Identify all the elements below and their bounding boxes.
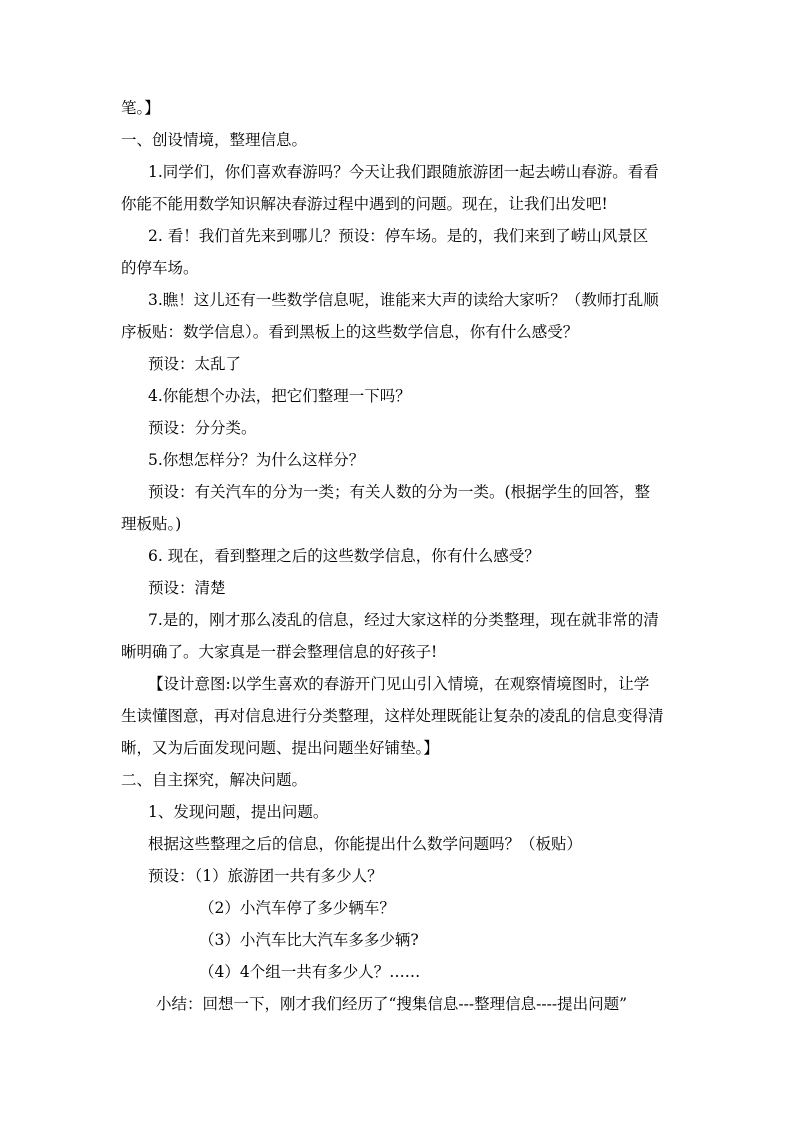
text-line: 5.你想怎样分？为什么这样分？ bbox=[148, 451, 365, 469]
text-line: 根据这些整理之后的信息，你能提出什么数学问题吗？（板贴） bbox=[148, 835, 583, 853]
text-line: 预设：清楚 bbox=[148, 579, 226, 597]
text-line: 预设：太乱了 bbox=[148, 355, 242, 373]
design-note: 晰，又为后面发现问题、提出问题坐好铺垫。】 bbox=[121, 739, 439, 757]
text-line: 2. 看！我们首先来到哪儿？预设：停车场。是的，我们来到了崂山风景区 bbox=[148, 227, 649, 245]
text-line: 晰明确了。大家真是一群会整理信息的好孩子! bbox=[121, 643, 438, 661]
text-line: 笔。】 bbox=[121, 99, 160, 117]
text-line: 1、发现问题，提出问题。 bbox=[148, 803, 329, 821]
design-note: 【设计意图:以学生喜欢的春游开门见山引入情境，在观察情境图时，让学 bbox=[148, 675, 650, 693]
design-note: 生读懂图意，再对信息进行分类整理，这样处理既能让复杂的凌乱的信息变得清 bbox=[121, 707, 664, 725]
text-line: （2）小汽车停了多少辆车？ bbox=[199, 899, 395, 917]
section-heading: 一、创设情境，整理信息。 bbox=[121, 131, 308, 149]
text-line: 的停车场。 bbox=[121, 259, 199, 277]
text-line: 6. 现在，看到整理之后的这些数学信息，你有什么感受？ bbox=[148, 547, 540, 565]
section-heading: 二、自主探究，解决问题。 bbox=[121, 771, 308, 789]
text-line: （3）小汽车比大汽车多多少辆? bbox=[199, 931, 419, 949]
text-line: 预设：有关汽车的分为一类；有关人数的分为一类。(根据学生的回答，整 bbox=[148, 483, 651, 501]
text-line: 理板贴。) bbox=[121, 515, 182, 533]
text-line: 预设：分分类。 bbox=[148, 419, 257, 437]
text-line: 1.同学们，你们喜欢春游吗？今天让我们跟随旅游团一起去崂山春游。看看 bbox=[148, 163, 659, 181]
text-line: （4）4个组一共有多少人？…… bbox=[199, 963, 421, 981]
text-line: 4.你能想个办法，把它们整理一下吗？ bbox=[148, 387, 411, 405]
text-line: 预设：（1）旅游团一共有多少人？ bbox=[148, 867, 383, 885]
text-line: 3.瞧！这儿还有一些数学信息呢，谁能来大声的读给大家听？（教师打乱顺 bbox=[148, 291, 659, 309]
text-line: 你能不能用数学知识解决春游过程中遇到的问题。现在，让我们出发吧! bbox=[121, 195, 608, 213]
text-line: 序板贴：数学信息）。看到黑板上的这些数学信息，你有什么感受？ bbox=[121, 323, 579, 341]
text-line: 7.是的，刚才那么凌乱的信息，经过大家这样的分类整理，现在就非常的清 bbox=[148, 611, 659, 629]
text-line: 小结：回想一下，刚才我们经历了“搜集信息---整理信息----提出问题” bbox=[156, 995, 628, 1013]
